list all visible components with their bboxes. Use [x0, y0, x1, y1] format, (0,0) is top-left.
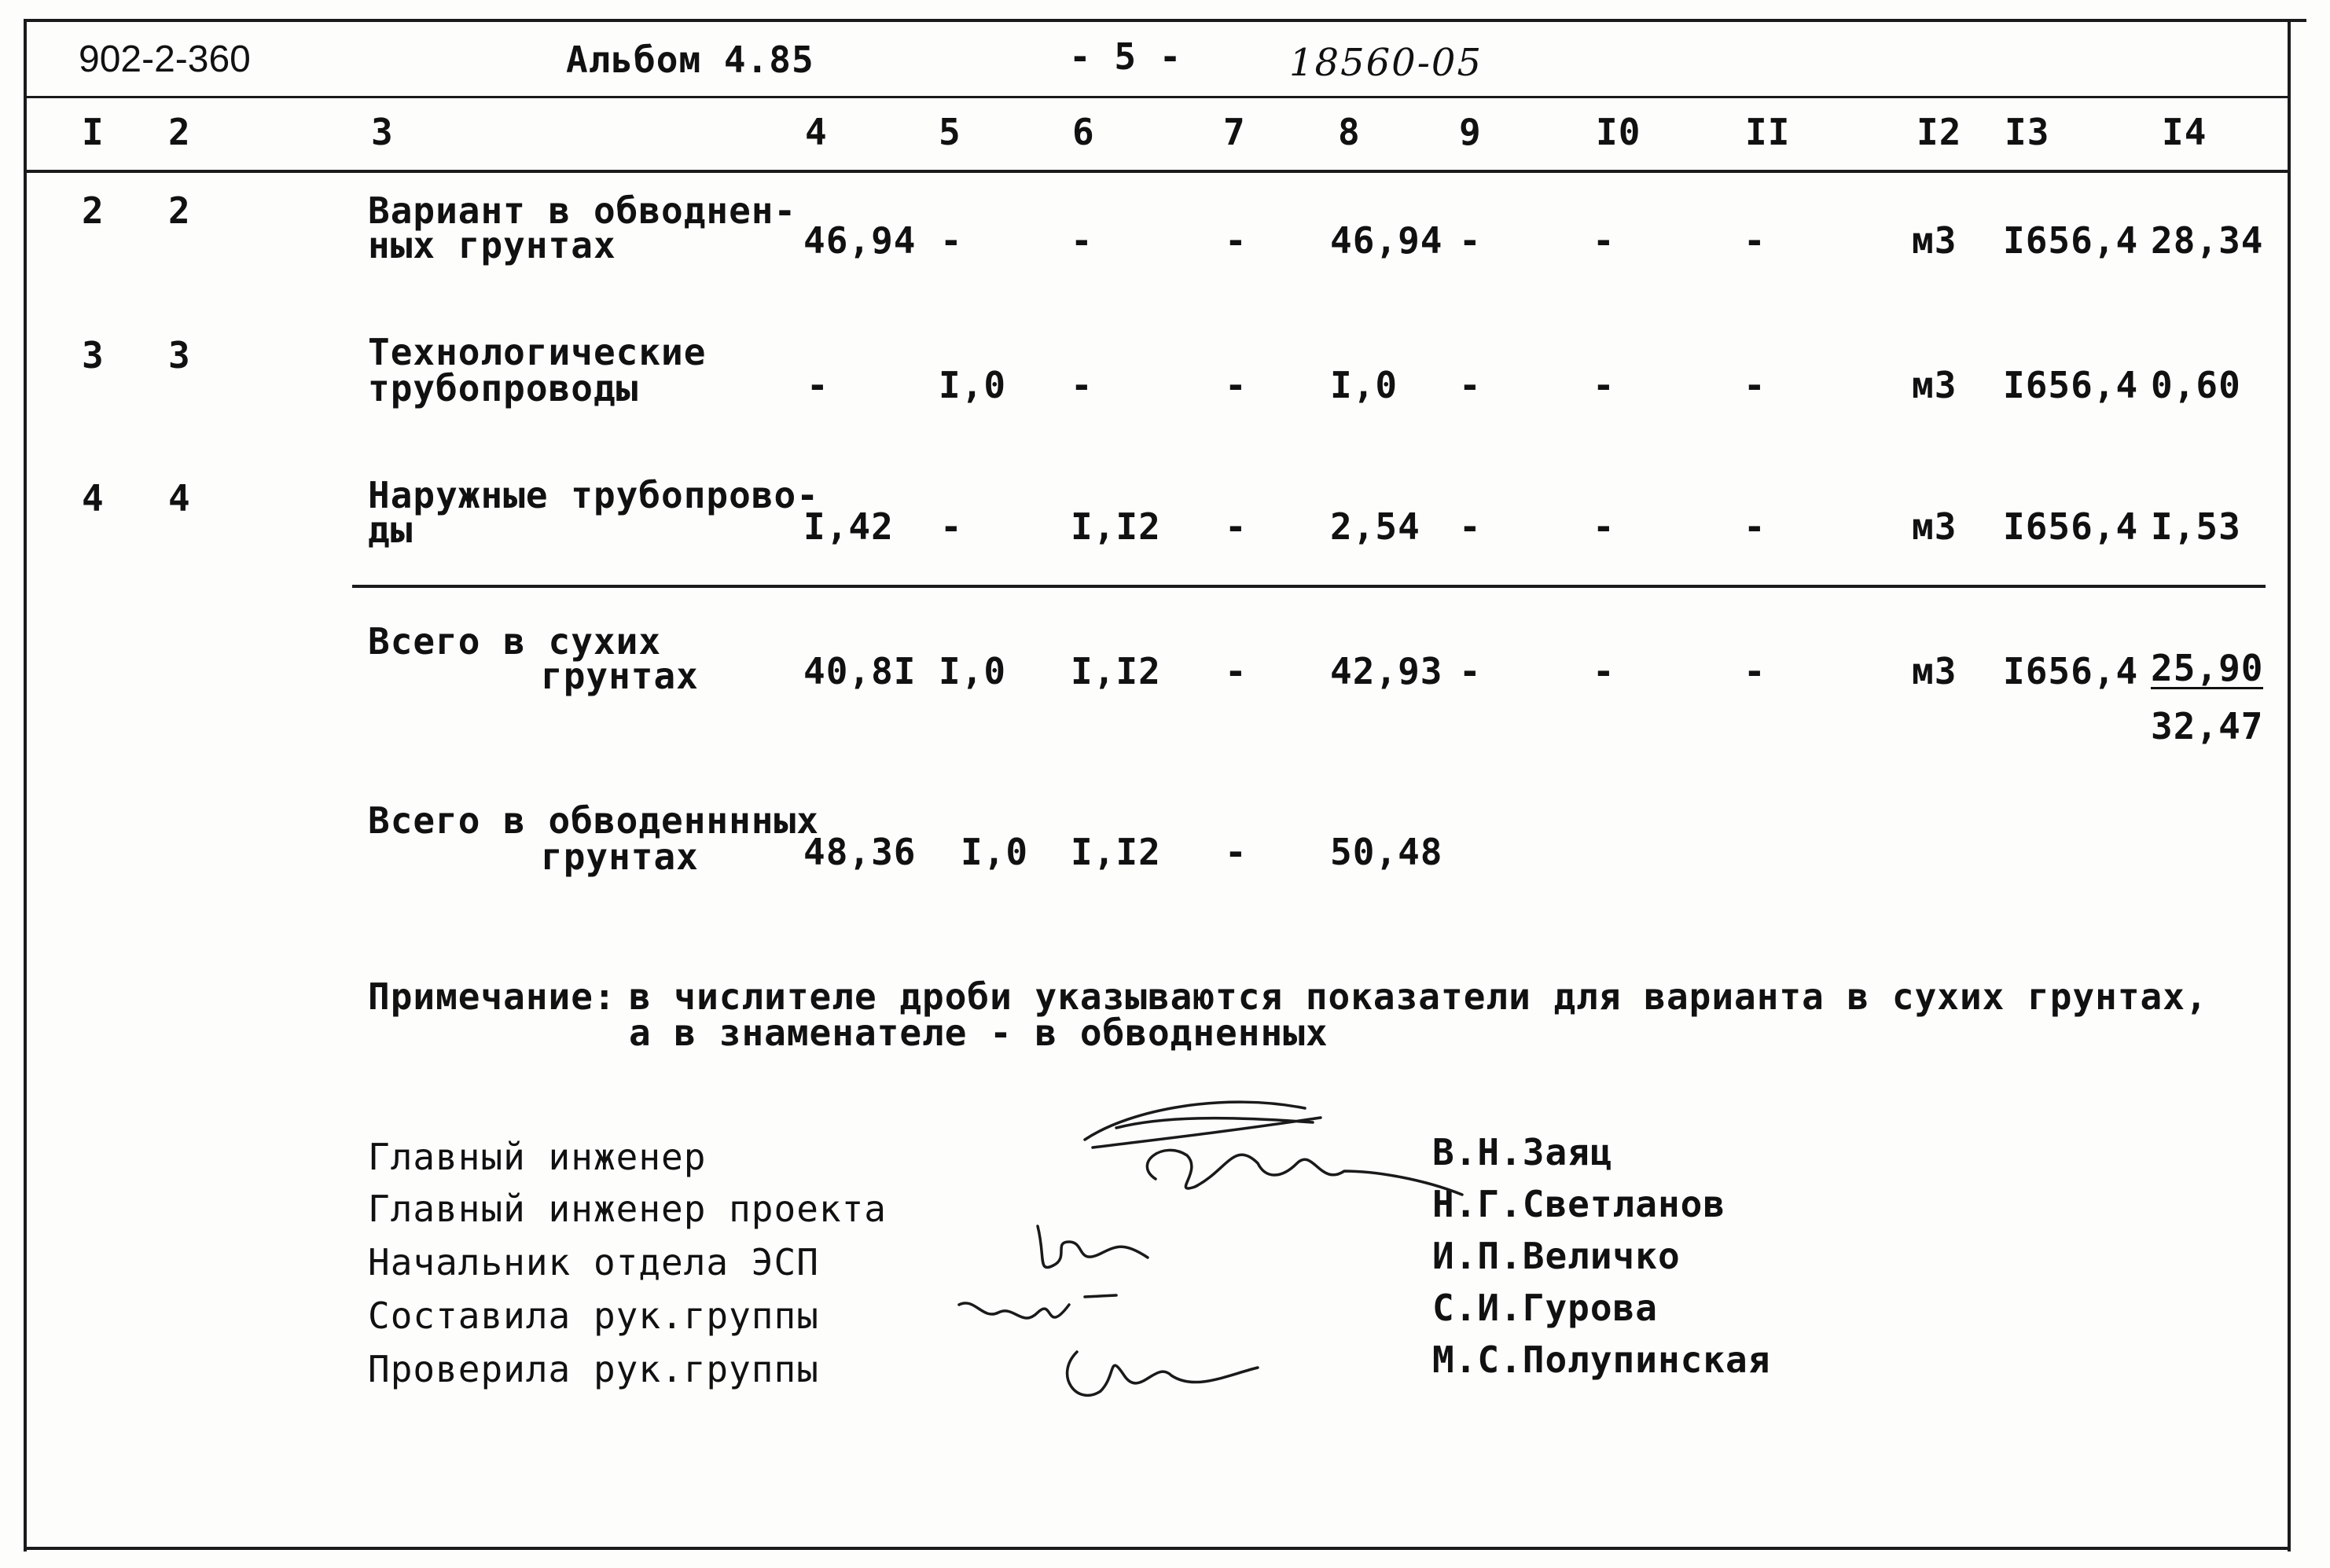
row-number: 4: [82, 477, 105, 520]
cell-c5: I,0: [939, 650, 1007, 692]
row-name-line2: трубопроводы: [368, 367, 639, 409]
cell-c12: м3: [1912, 364, 1957, 406]
signature-role: Главный инженер: [368, 1136, 707, 1178]
column-number: I: [82, 111, 105, 153]
column-number: I2: [1917, 111, 1962, 153]
column-number: 5: [939, 111, 961, 153]
cell-c14: I,53: [2151, 505, 2241, 548]
cell-c7: -: [1225, 219, 1248, 262]
cell-c10: -: [1593, 364, 1615, 406]
column-number: 3: [371, 111, 394, 153]
cell-c12: м3: [1912, 650, 1957, 692]
column-number: 4: [805, 111, 828, 153]
cell-c7: -: [1225, 505, 1248, 548]
cell-c14: 28,34: [2151, 219, 2264, 262]
cell-c6: -: [1071, 219, 1093, 262]
page-number: - 5 -: [1069, 35, 1182, 78]
signer-name: И.П.Величко: [1432, 1235, 1681, 1277]
cell-c5: -: [940, 505, 963, 548]
row-name-line1: Технологические: [368, 331, 707, 373]
cell-c10: -: [1593, 219, 1615, 262]
cell-c5: I,0: [939, 364, 1007, 406]
signature-role: Проверила рук.группы: [368, 1348, 819, 1390]
cell-c4: 48,36: [803, 831, 917, 873]
column-number: 6: [1072, 111, 1095, 153]
note-label: Примечание:: [368, 975, 616, 1018]
cell-c13: I656,4: [2003, 505, 2139, 548]
handwritten-signature-checker: [1046, 1328, 1281, 1423]
total-name-line1: Всего в обводенннных: [368, 799, 819, 842]
frame-top-line: [24, 19, 2306, 22]
cell-c8: 46,94: [1330, 219, 1443, 262]
cell-c12: м3: [1912, 219, 1957, 262]
cell-c11: -: [1744, 650, 1766, 692]
cell-c8: 2,54: [1330, 505, 1420, 548]
handwritten-signature-department-head: [1022, 1210, 1179, 1281]
cell-c10: -: [1593, 650, 1615, 692]
cell-c4: -: [807, 364, 829, 406]
cell-c9: -: [1459, 219, 1482, 262]
frame-right-line: [2288, 19, 2291, 1551]
signature-role: Составила рук.группы: [368, 1294, 819, 1337]
signature-role: Главный инженер проекта: [368, 1188, 887, 1230]
cell-c9: -: [1459, 650, 1482, 692]
signer-name: М.С.Полупинская: [1432, 1338, 1771, 1381]
column-number: I4: [2162, 111, 2207, 153]
cell-c6: I,I2: [1071, 505, 1161, 548]
total-name-line2: грунтах: [541, 835, 699, 878]
cell-c8: 50,48: [1330, 831, 1443, 873]
cell-c4: 40,8I: [803, 650, 917, 692]
row-name-line1: Вариант в обводнен-: [368, 189, 797, 232]
inventory-number: 18560-05: [1289, 41, 1483, 85]
cell-c13: I656,4: [2003, 650, 2139, 692]
totals-divider-line: [352, 585, 2266, 588]
cell-c12: м3: [1912, 505, 1957, 548]
cell-c11: -: [1744, 219, 1766, 262]
frame-left-line: [24, 19, 27, 1551]
note-line2: а в знаменателе - в обводненных: [629, 1012, 1329, 1054]
row-code: 4: [168, 477, 191, 520]
total-name-line2: грунтах: [541, 655, 699, 697]
cell-c13: I656,4: [2003, 219, 2139, 262]
row-name-line2: ды: [368, 509, 413, 551]
column-number: 9: [1459, 111, 1482, 153]
signer-name: С.И.Гурова: [1432, 1287, 1658, 1329]
row-number: 2: [82, 189, 105, 232]
cell-c7: -: [1225, 650, 1248, 692]
cell-c5: I,0: [961, 831, 1029, 873]
total-name-line1: Всего в сухих: [368, 620, 662, 663]
cell-c14: 0,60: [2151, 364, 2241, 406]
signature-role: Начальник отдела ЭСП: [368, 1241, 819, 1283]
signer-name: Н.Г.Светланов: [1432, 1183, 1726, 1225]
cell-c6: I,I2: [1071, 650, 1161, 692]
handwritten-signature-project-engineer: [1124, 1132, 1470, 1218]
column-header-divider-line: [24, 170, 2291, 173]
cell-c11: -: [1744, 505, 1766, 548]
cell-c11: -: [1744, 364, 1766, 406]
cell-c9: -: [1459, 505, 1482, 548]
column-number: 8: [1338, 111, 1361, 153]
row-number: 3: [82, 334, 105, 376]
cell-c8: I,0: [1330, 364, 1398, 406]
doc-code: 902-2-360: [79, 39, 251, 80]
column-number: II: [1745, 111, 1791, 153]
cell-c4: 46,94: [803, 219, 917, 262]
cell-c13: I656,4: [2003, 364, 2139, 406]
cell-c4: I,42: [803, 505, 894, 548]
cell-c7: -: [1225, 364, 1248, 406]
cell-c7: -: [1225, 831, 1248, 873]
fraction-numerator: 25,90: [2151, 647, 2264, 689]
fraction-denominator: 32,47: [2151, 705, 2264, 747]
column-number: I0: [1596, 111, 1641, 153]
column-number: 2: [168, 111, 191, 153]
cell-c6: -: [1071, 364, 1093, 406]
column-number: 7: [1223, 111, 1246, 153]
row-code: 3: [168, 334, 191, 376]
column-number: I3: [2005, 111, 2050, 153]
row-name-line1: Наружные трубопрово-: [368, 474, 819, 516]
cell-c9: -: [1459, 364, 1482, 406]
cell-c6: I,I2: [1071, 831, 1161, 873]
cell-c8: 42,93: [1330, 650, 1443, 692]
header-divider-line: [24, 96, 2291, 98]
note-line1: в числителе дроби указываются показатели для варианта в сухих грунтах,: [629, 975, 2208, 1018]
row-name-line2: ных грунтах: [368, 224, 616, 266]
album-label: Альбом 4.85: [566, 39, 814, 81]
frame-bottom-line: [24, 1547, 2291, 1550]
cell-c5: -: [940, 219, 963, 262]
signer-name: В.Н.Заяц: [1432, 1131, 1613, 1173]
cell-c10: -: [1593, 505, 1615, 548]
row-code: 2: [168, 189, 191, 232]
